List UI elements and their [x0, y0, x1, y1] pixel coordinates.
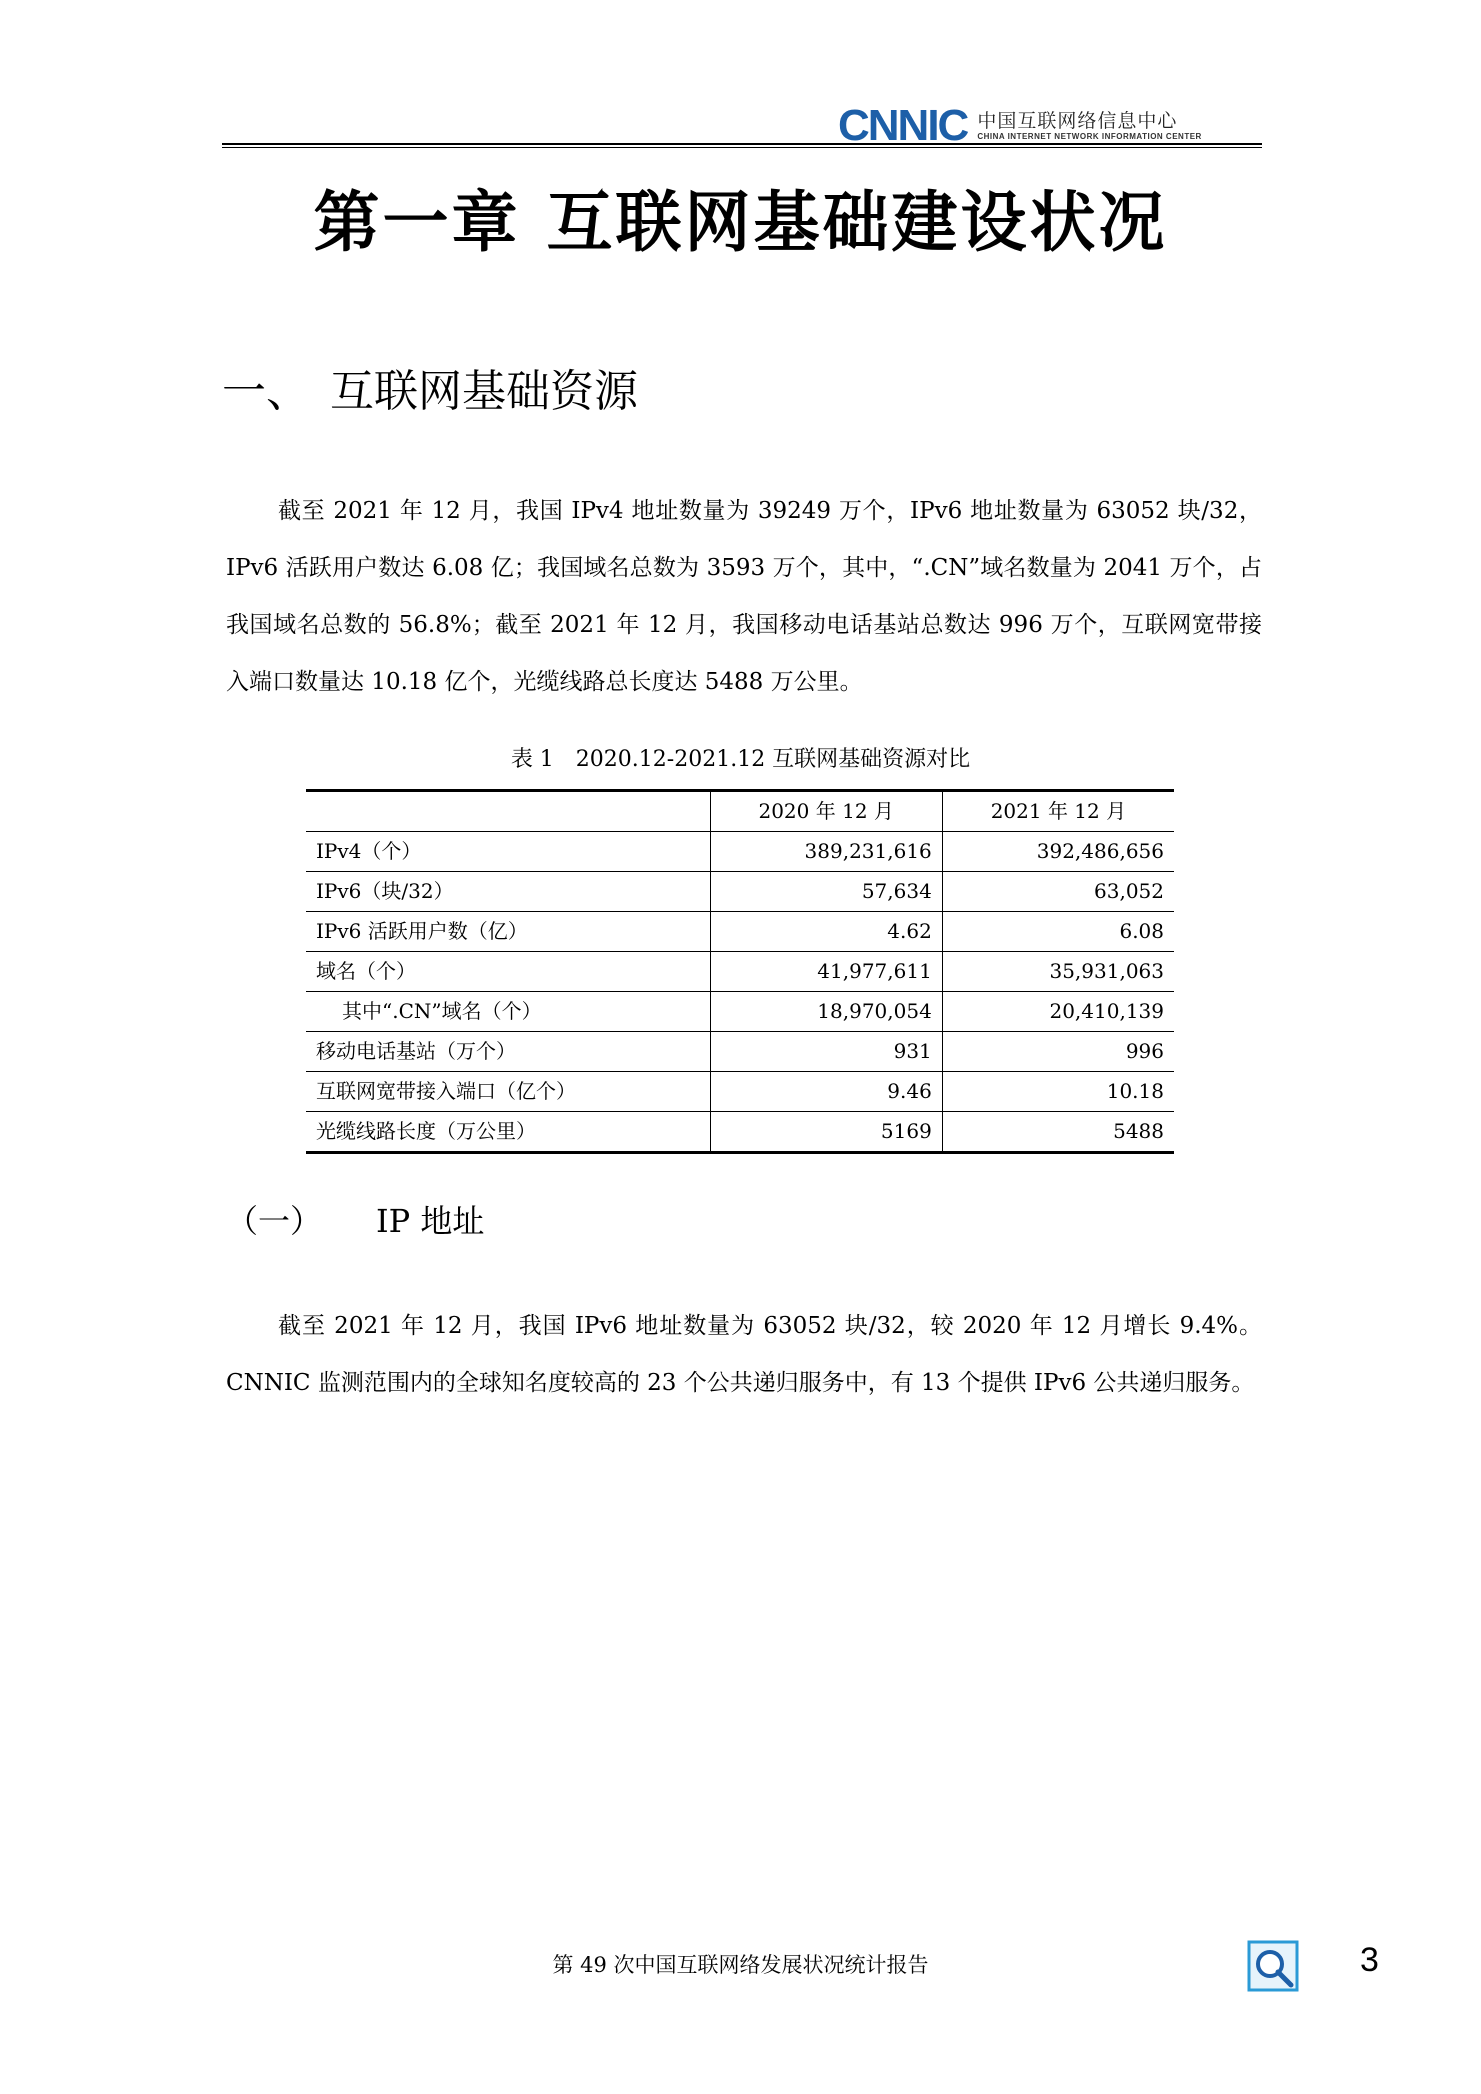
- table-row: [306, 992, 1174, 1032]
- value-2020: 389,231,616: [710, 832, 942, 872]
- header-logo: [838, 101, 1202, 150]
- subsection-title: [226, 1197, 484, 1245]
- value-2021: 392,486,656: [942, 832, 1174, 872]
- value-2020: 5169: [710, 1112, 942, 1153]
- logo-cn-name: 中国互联网络信息中心: [977, 110, 1178, 132]
- table-row: [306, 832, 1174, 872]
- value-2021: 63,052: [942, 872, 1174, 912]
- value-2020: 18,970,054: [710, 992, 942, 1032]
- value-2020: 9.46: [710, 1072, 942, 1112]
- row-label: 域名（个）: [306, 952, 710, 992]
- row-label: 光缆线路长度（万公里）: [306, 1112, 710, 1153]
- table-row: [306, 912, 1174, 952]
- table-caption: 表 1 2020.12-2021.12 互联网基础资源对比: [510, 747, 971, 772]
- chapter-title: 第一章 互联网基础建设状况: [313, 183, 1168, 261]
- value-2020: 931: [710, 1032, 942, 1072]
- row-label: IPv6（块/32）: [306, 872, 710, 912]
- subsection-title-text: IP 地址: [376, 1202, 485, 1240]
- page-number: 3: [1360, 1941, 1379, 1979]
- table-header-2020: 2020 年 12 月: [710, 791, 942, 832]
- row-label: 互联网宽带接入端口（亿个）: [306, 1072, 710, 1112]
- value-2020: 4.62: [710, 912, 942, 952]
- header-rule: [222, 143, 1262, 145]
- table-header-row: [306, 791, 1174, 832]
- table-header-2021: 2021 年 12 月: [942, 791, 1174, 832]
- subsection-number: （一）: [226, 1202, 323, 1240]
- row-label: 其中“.CN”域名（个）: [306, 992, 710, 1032]
- value-2020: 57,634: [710, 872, 942, 912]
- logo-wordmark: CNNIC: [838, 101, 968, 150]
- table-row: [306, 872, 1174, 912]
- value-2021: 6.08: [942, 912, 1174, 952]
- resource-comparison-table: [306, 789, 1174, 1154]
- row-label: IPv4（个）: [306, 832, 710, 872]
- magnifier-icon: [1245, 1938, 1301, 1994]
- paragraph-1: 截至 2021 年 12 月，我国 IPv4 地址数量为 39249 万个，IPv6 地址数量为 63052 块/32，IPv6 活跃用户数达 6.08 亿；我国域名总数为 3593 万个，其中，“.CN”域名数量为 2041 万个，占我国域名总数的 56.8%；截至 2021 年 12 月，我国移动电话基站总数达 996 万个，互联网宽带接入端口数量达 10.18 亿个，光缆线路总长度达 5488 万公里。: [226, 498, 1262, 695]
- table-header-blank: [306, 791, 710, 832]
- footer-report-title: 第 49 次中国互联网络发展状况统计报告: [552, 1953, 929, 1977]
- logo-en-name: CHINA INTERNET NETWORK INFORMATION CENTER: [977, 132, 1202, 141]
- value-2021: 20,410,139: [942, 992, 1174, 1032]
- value-2020: 41,977,611: [710, 952, 942, 992]
- paragraph-2: 截至 2021 年 12 月，我国 IPv6 地址数量为 63052 块/32，较 2020 年 12 月增长 9.4%。CNNIC 监测范围内的全球知名度较高的 23 个公共递归服务中，有 13 个提供 IPv6 公共递归服务。: [226, 1313, 1262, 1396]
- value-2021: 10.18: [942, 1072, 1174, 1112]
- section-number: 一、: [222, 366, 310, 417]
- value-2021: 996: [942, 1032, 1174, 1072]
- header-rule-thin: [222, 147, 1262, 148]
- value-2021: 5488: [942, 1112, 1174, 1153]
- table-row: [306, 952, 1174, 992]
- section-title-text: 互联网基础资源: [330, 366, 638, 417]
- value-2021: 35,931,063: [942, 952, 1174, 992]
- section-title: [222, 364, 638, 420]
- table-row: [306, 1112, 1174, 1153]
- table-row: [306, 1072, 1174, 1112]
- logo-text: [977, 110, 1202, 142]
- row-label: 移动电话基站（万个）: [306, 1032, 710, 1072]
- table-row: [306, 1032, 1174, 1072]
- row-label: IPv6 活跃用户数（亿）: [306, 912, 710, 952]
